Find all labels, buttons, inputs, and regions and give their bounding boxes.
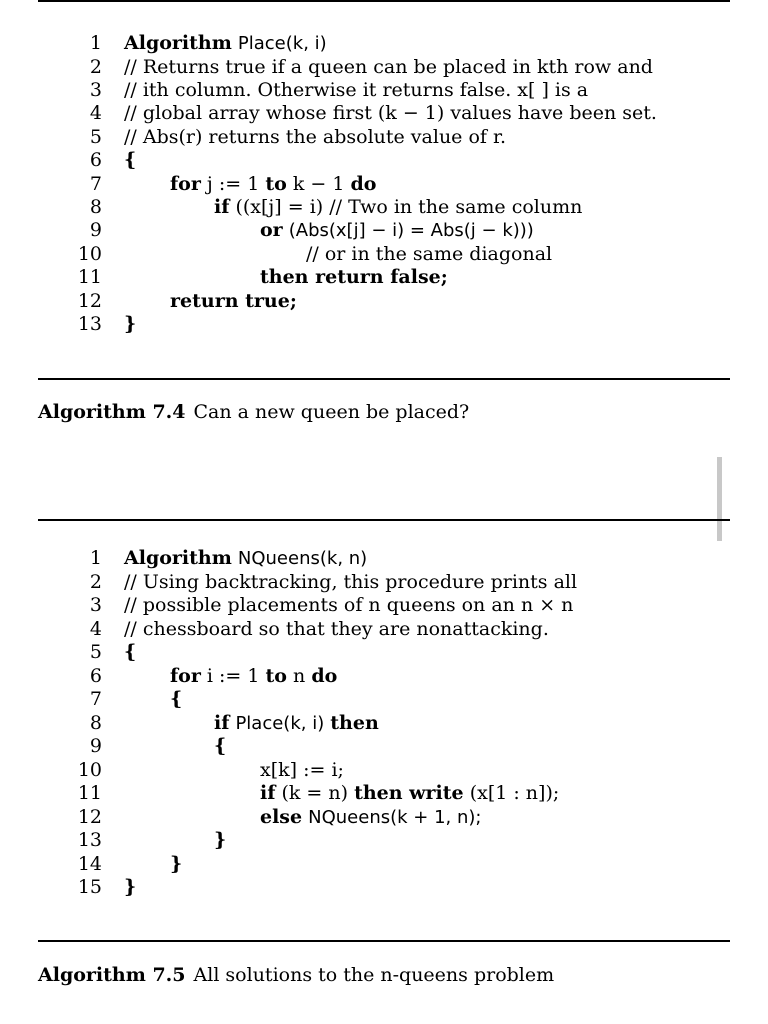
code-line <box>0 641 768 664</box>
line-number: 9 <box>89 735 102 757</box>
keyword: then <box>330 712 379 734</box>
code-line <box>0 149 768 172</box>
keyword: then write <box>354 782 464 804</box>
line-number: 6 <box>89 665 102 687</box>
comment: // chessboard so that they are nonattacking. <box>124 618 549 640</box>
code-line <box>0 196 768 219</box>
code-text: (x[1 : n]); <box>469 782 560 804</box>
code-text: k − 1 <box>292 173 345 195</box>
keyword: Algorithm <box>124 32 232 54</box>
comment: // Returns true if a queen can be placed in kth row and <box>124 56 653 78</box>
code-line <box>0 571 768 594</box>
code-line <box>0 547 768 570</box>
code-line <box>0 56 768 79</box>
line-number: 5 <box>89 126 102 148</box>
code-line <box>0 173 768 196</box>
keyword: Algorithm <box>124 547 232 569</box>
line-number: 1 <box>89 547 102 569</box>
code-line <box>0 665 768 688</box>
code-line <box>0 290 768 313</box>
code-line <box>0 266 768 289</box>
function-call: NQueens(k + 1, n); <box>308 807 482 828</box>
line-number: 8 <box>89 196 102 218</box>
line-number: 12 <box>77 290 102 312</box>
code-line <box>0 102 768 125</box>
code-line <box>0 688 768 711</box>
code-line <box>0 219 768 242</box>
keyword: for <box>170 173 201 195</box>
function-signature: Place(k, i) <box>237 33 327 54</box>
line-number: 15 <box>77 876 102 898</box>
code-text: i := 1 <box>206 665 260 687</box>
line-number: 14 <box>77 853 102 875</box>
line-number: 4 <box>89 102 102 124</box>
brace: } <box>170 853 183 875</box>
comment: // global array whose first (k − 1) values have been set. <box>124 102 657 124</box>
code-text: (Abs(x[j] − i) = Abs(j − k))) <box>288 220 534 241</box>
line-number: 2 <box>89 571 102 593</box>
line-number: 8 <box>89 712 102 734</box>
code-line <box>0 618 768 641</box>
code-line <box>0 759 768 782</box>
code-line <box>0 243 768 266</box>
code-line <box>0 782 768 805</box>
code-text: (k = n) <box>281 782 349 804</box>
brace: { <box>170 688 183 710</box>
caption-text: Can a new queen be placed? <box>193 401 470 423</box>
brace: { <box>214 735 227 757</box>
code-text: n <box>293 665 306 687</box>
code-text: ((x[j] = i) // Two in the same column <box>235 196 583 218</box>
line-number: 3 <box>89 79 102 101</box>
line-number: 2 <box>89 56 102 78</box>
caption-algorithm-7-4 <box>38 401 469 423</box>
code-line <box>0 79 768 102</box>
code-line <box>0 712 768 735</box>
code-line <box>0 32 768 55</box>
brace: { <box>124 149 137 171</box>
code-line <box>0 594 768 617</box>
line-number: 1 <box>89 32 102 54</box>
caption-label: Algorithm 7.5 <box>38 964 186 986</box>
line-number: 7 <box>89 173 102 195</box>
line-number: 7 <box>89 688 102 710</box>
code-line <box>0 806 768 829</box>
code-text: j := 1 <box>206 173 260 195</box>
keyword: do <box>311 665 338 687</box>
line-number: 10 <box>77 243 102 265</box>
keyword: to <box>265 173 287 195</box>
line-number: 11 <box>77 266 102 288</box>
keyword: do <box>350 173 377 195</box>
rule-algorithm-7-5-top <box>38 519 730 521</box>
code-line <box>0 126 768 149</box>
mid-rule <box>38 378 730 380</box>
line-number: 9 <box>89 219 102 241</box>
keyword: if <box>260 782 276 804</box>
code-line <box>0 876 768 899</box>
scrollbar-thumb[interactable] <box>717 457 722 541</box>
caption-label: Algorithm 7.4 <box>38 401 186 423</box>
brace: } <box>124 313 137 335</box>
function-call: Place(k, i) <box>235 713 325 734</box>
rule-algorithm-7-5-bottom <box>38 940 730 942</box>
keyword: if <box>214 196 230 218</box>
keyword: if <box>214 712 230 734</box>
line-number: 10 <box>77 759 102 781</box>
brace: } <box>214 829 227 851</box>
line-number: 13 <box>77 313 102 335</box>
comment: // ith column. Otherwise it returns false. x[ ] is a <box>124 79 589 101</box>
code-text: x[k] := i; <box>260 759 344 781</box>
keyword: for <box>170 665 201 687</box>
line-number: 3 <box>89 594 102 616</box>
comment: // Using backtracking, this procedure prints all <box>124 571 578 593</box>
brace: { <box>124 641 137 663</box>
keyword: then return false; <box>260 266 448 288</box>
code-line <box>0 735 768 758</box>
line-number: 4 <box>89 618 102 640</box>
caption-algorithm-7-5 <box>38 964 554 986</box>
code-line <box>0 829 768 852</box>
brace: } <box>124 876 137 898</box>
code-line <box>0 853 768 876</box>
caption-text: All solutions to the n-queens problem <box>193 964 555 986</box>
line-number: 13 <box>77 829 102 851</box>
comment: // Abs(r) returns the absolute value of r. <box>124 126 507 148</box>
code-line <box>0 313 768 336</box>
keyword: return true; <box>170 290 297 312</box>
line-number: 11 <box>77 782 102 804</box>
keyword: to <box>265 665 287 687</box>
line-number: 12 <box>77 806 102 828</box>
keyword: else <box>260 806 303 828</box>
function-signature: NQueens(k, n) <box>237 548 368 569</box>
top-rule <box>38 0 730 2</box>
line-number: 6 <box>89 149 102 171</box>
comment: // possible placements of n queens on an n × n <box>124 594 574 616</box>
line-number: 5 <box>89 641 102 663</box>
keyword: or <box>260 219 283 241</box>
comment: // or in the same diagonal <box>306 243 553 265</box>
